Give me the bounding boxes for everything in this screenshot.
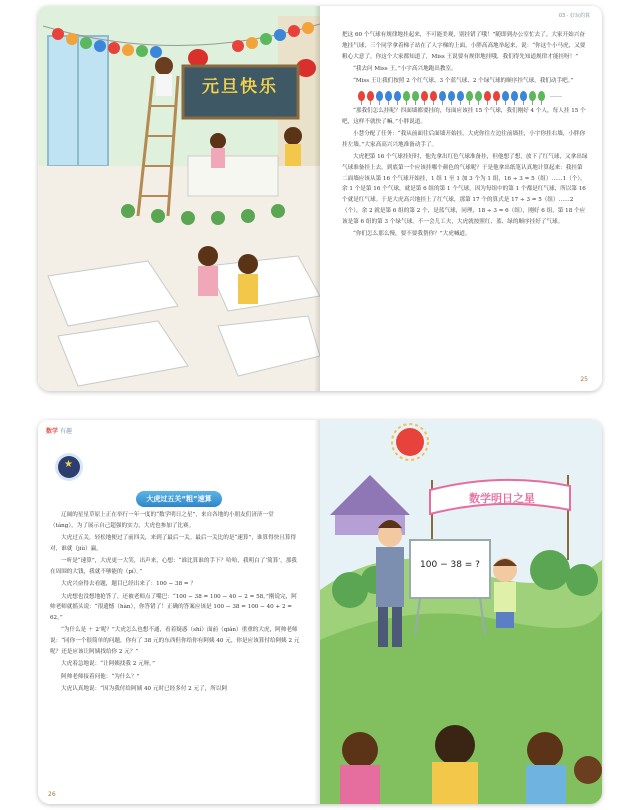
balloon-icon (502, 91, 509, 101)
banner-text: 数学明日之星 (469, 492, 535, 505)
balloon-icon (466, 91, 473, 101)
paragraph: 阿帅老师接着问他：“为什么？” (61, 673, 140, 680)
paragraph: 把这 60 个气球有规律地挂起来，不可能美观，别挂错了哦！”随即到办公室忙去了。大家开始兴奋地挂气球，三个同学拿着梯子站在了人字梯的上面，小胖高高地举起来，说：“你这个小马虎，又要粗心大意了，你这个大家都知道了，Miss 王说要有规律地挂哦，我们得先知道规律才能挂呀！” (342, 32, 586, 60)
paragraph: 大虎着急地说：“让阿姨找我 2 元呀。” (61, 661, 155, 668)
banner-text: 元旦快乐 (202, 77, 278, 97)
bottom-text-page (38, 420, 320, 804)
story-text (342, 30, 588, 241)
paragraph: 辽阔的星星草原上正在举行一年一度的“数学明日之星”，来自各地的小朋友们济济一堂（táng），为了展示自己超强的实力，大虎也参加了比赛。 (50, 512, 274, 529)
paragraph: 大虎想也没想地抢答了，还被老师点了嘴巴：“100 − 38 = 100 − 40 − 2 = 58。”刚说完，阿帅老师就摇头说：“很遗憾（hàn），你答错了！正确的答案应该是 100 − 38 = 100 − 40 + 2 = 62。” (50, 593, 297, 622)
story-title-pill: 大虎过五关“粗”速算 (136, 491, 221, 507)
balloon-sequence (358, 91, 588, 102)
paragraph: “为什么是 ＋ 2’呢？”大虎怎么也想不通，看着疑惑（shí）面前（qiǎn）重重的大虎，阿帅老师说：“同你一个很简单的问题，你有了 38 元的东西但你给你有阿姨 40 元，你是应该算付给阿姨 2 元呢？还是应该让阿姨找给你 2 元？” (50, 627, 300, 656)
whiteboard-equation: 100 − 38 = ? (420, 560, 480, 570)
paragraph: “你们怎么那么慢，要不要我帮你？”大虎喊道。 (353, 231, 471, 238)
running-header: 03 · 好玩的算 (558, 13, 590, 19)
balloon-icon (421, 91, 428, 101)
balloon-icon (385, 91, 392, 101)
paragraph: 一听是“速算”，大虎更一大笑，出声来，心想：“谁比算谁的手下？哈哈，我明白了‘简算’，那我在周围的大钱，我就不够能的（pí）。” (50, 558, 297, 575)
balloon-icon (394, 91, 401, 101)
balloon-icon (448, 91, 455, 101)
balloon-icon (520, 91, 527, 101)
balloon-icon (493, 91, 500, 101)
paragraph: 大虎把第 16 个气球挂好时，他先拿出红色气球准备挂，但他想了想，放下了红气球，又拿出绿气球准备挂上去，到底第一个应该挂哪个颜色的气球呢？于是他拿出纸笔认真地计算起来：我挂第二面墙应该从第 16 个气球开始挂，1 组 1 至 1 加 3 个为 1 组，16 ÷ 3 = 5（组）……1（个），余 1 个是第 16 个气球，就是第 6 组的第 1 个气球，因为每组中的第 1 个都是红气球，所以第 16 个就是红气球。于是大虎高兴地挂上了红气球，那第 17 个的算式是 17 ÷ 3 = 5（组）……2（个），余 2 就是第 6 组的第 2 个，是蓝气球，同理，18 ÷ 3 = 6（组），刚好 6 组，第 18 个应该是第 6 组的第 3 个绿气球。不一会儿工夫，大虎就按照红、蓝、绿的顺序挂好了气球。 (342, 153, 588, 225)
paragraph: 大虎兴奋得去看题，题目已经出来了：100 − 38 = ？ (61, 581, 196, 588)
star-icon: ★ (64, 459, 73, 470)
balloon-icon (430, 91, 437, 101)
balloon-icon (529, 91, 536, 101)
paragraph: 小慧分配了任务：“我从前面往后面墙开始挂，大虎你往左边往前墙挂，小宇你挂右墙，小胖你挂左墙。”大家高高兴兴地准备动手了。 (342, 130, 586, 148)
balloon-icon (439, 91, 446, 101)
paragraph: 大虎过五关，轻松地便过了前四关，来到了最后一关。最后一关比的是“速算”，谁算得快且算得对，谁就（jiù）赢。 (50, 535, 297, 552)
balloon-icon (484, 91, 491, 101)
balloon-icon (403, 91, 410, 101)
balloon-ellipsis: …… (550, 91, 562, 99)
top-book-spread (38, 6, 602, 391)
story-text (50, 510, 300, 696)
header-logo (46, 426, 72, 435)
balloon-icon (367, 91, 374, 101)
balloon-icon (511, 91, 518, 101)
paragraph: “我去问 Miss 王。”小宇高兴地跑出教室。 (353, 65, 457, 72)
classroom-scene (38, 6, 320, 391)
top-text-page (320, 6, 602, 391)
story-title (38, 486, 320, 507)
classroom-illustration (320, 420, 602, 804)
avatar (58, 456, 80, 478)
balloon-icon (412, 91, 419, 101)
page-number: 25 (580, 376, 588, 383)
math-contest-scene (320, 420, 602, 804)
paragraph: “Miss 王让我们按照 2 个红气球、3 个蓝气球、2 个绿气球的顺序挂气球，我们动手吧。” (353, 78, 574, 85)
balloon-icon (376, 91, 383, 101)
header-logo-text: 数学 (46, 428, 59, 435)
balloon-icon (358, 91, 365, 101)
balloon-icon (538, 91, 545, 101)
page-number: 26 (48, 791, 56, 798)
balloon-icon (475, 91, 482, 101)
bottom-book-spread (38, 420, 602, 804)
header-label: 有趣 (59, 428, 72, 435)
classroom-illustration (38, 6, 320, 391)
paragraph: “那我们怎么挂呢？四面墙都要挂的，每面应该挂 15 个气球，我们刚好 4 个人，每人挂 15 个吧，这样不就快了嘛。”小胖说道。 (342, 107, 586, 125)
paragraph: 大虎认真地说：“因为我付给阿姨 40 元时已经多付 2 元了，所以阿 (61, 685, 228, 692)
balloon-icon (457, 91, 464, 101)
